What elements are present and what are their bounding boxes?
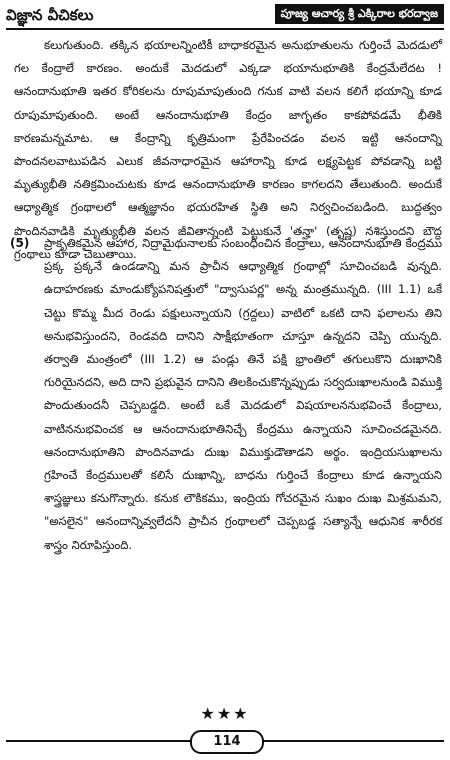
paragraph-continuation: కలుగుతుంది. తక్కిన భయాలన్నింటికీ బాధాకరమైన అనుభూతులను గుర్తించే మెదడులో గల కేంద్రాలే కారణం. అందుకే మెదడులో ఎక్కడా భయానుభూతికి కేంద్రమేలేదట ! ఆనందానుభూతి ఇతర కోరికలను రూపుమాపుతుంది గనుక వాటి వలన కలిగే భయాన్ని కూడ రూపుమాపుతుంది. అంటే ఆనందానుభూతి కేంద్రం జాగృతం కాకపోవడమే భీతికి కారణమన్నమాట. ఆ కేంద్రాన్ని కృత్రిమంగా ప్రేరేపించడం వలన ఇట్టి ఆనందాన్ని పొందనలవాటుపడిన ఎలుక జీవనాధారమైన ఆహారాన్ని కూడ లక్ష్యపెట్టక పోవడాన్ని బట్టి మృత్యుభీతి నతిక్రమించుటకు కూడ ఆనందానుభూతి కారణం కాగలదని తేలుతుంది. అందుకే ఆధ్యాత్మిక గ్రంథాలలో ఆత్మజ్ఞానం భయరహిత స్థితి అని నిర్వచించబడింది. బుద్ధత్వం పొందినవాడికి మృత్యుభీతి వలన జీవితాన్నంటి పెట్టుకునే 'తన్హా' (తృష్ణ) నశిస్తుందని బౌద్ధ గ్రంథాలు కూడా చెబుతాయి. <box>14 38 442 261</box>
running-header <box>6 4 444 28</box>
paragraph-number: (5) <box>10 236 30 250</box>
header-rule <box>6 28 444 30</box>
author-name: పూజ్య ఆచార్య శ్రీ ఎక్కిరాల భరద్వాజ <box>275 4 444 24</box>
section-break-stars: ★★★ <box>200 704 250 723</box>
book-title: విజ్ఞాన వీచికలు <box>6 6 94 24</box>
page-number: 114 <box>190 730 264 754</box>
paragraph-5: ప్రాకృతికమైన ఆహార, నిద్రామైథునాలకు సంబంధించిన కేంద్రాలు, ఆనందానుభూతి కేంద్రము ప్రక్క ప్రక్కనే ఉండడాన్ని మన ప్రాచీన ఆధ్యాత్మిక గ్రంథాల్లో సూచించబడి వున్నది. ఉదాహరణకు మాండుక్యోపనిషత్తులో "ద్వాసుపర్ణ" అన్న మంత్రమున్నది. (III 1.1) ఒకే చెట్టు కొమ్మ మీద రెండు పక్షులున్నాయని (గ్రద్దలు) వాటిలో ఒకటి దాని ఫలాలను తిని అనుభవిస్తుందని, రెండవది దానిని సాక్షీభూతంగా చూస్తూ ఉన్నదని చెప్పి యున్నది. తర్వాతి మంత్రంలో (III 1.2) ఆ పండ్లు తినే పక్షి భ్రాంతిలో తగులుకొని దుఃఖానికి గురియైనదని, అది దాని ప్రభువైన దానిని తిలకించుకొన్నప్పుడు సర్వదుఃఖాలనుండి విముక్తి పొందుతుందనీ చెప్పబడ్డది. అంటే ఒకే మెదడులో విషయాలననుభవించే కేంద్రాలు, వాటిననుభవించక ఆ ఆనందానుభూతినిచ్చే కేంద్రము ఉన్నాయని సూచించడమైనది. ఆనందానుభూతిని పొందినవాడు దుఃఖ విముక్తుడౌతాడని అర్థం. ఇంద్రియసుఖాలను గ్రహించే కేంద్రములతో కలిసే దుఃఖాన్ని, బాధను గుర్తించే కేంద్రాలు కూడ ఉన్నాయని శాస్త్రజ్ఞులు కనుగొన్నారు. కనుక లౌకికము, ఇంద్రియ గోచరమైన సుఖం దుఃఖ మిశ్రమమని, "అసలైన" ఆనందాన్నివ్వలేదనీ ప్రాచీన గ్రంథాలలో చెప్పబడ్డ సత్యాన్నే ఆధునిక శారీరక శాస్త్రం నిరూపిస్తుంది. <box>44 236 442 552</box>
